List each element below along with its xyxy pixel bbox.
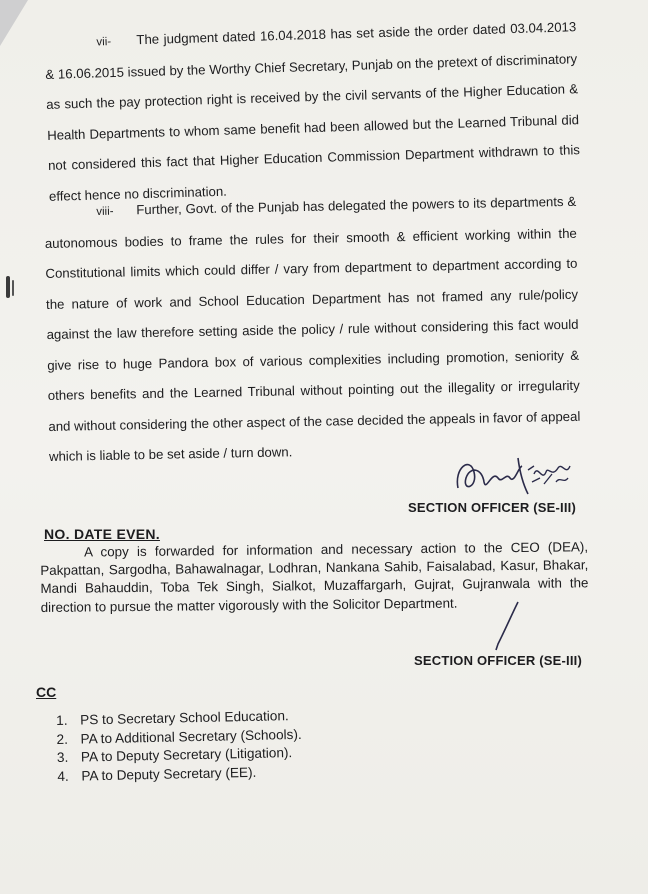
cc-heading: CC: [36, 684, 57, 700]
cc-item-number: 2.: [56, 731, 69, 747]
cc-item-text: PA to Deputy Secretary (Litigation).: [80, 745, 293, 765]
page-corner-fold: [0, 0, 28, 46]
paragraph-vii: [44, 12, 581, 212]
cc-item-number: 4.: [57, 768, 69, 784]
margin-mark-secondary: [12, 280, 14, 296]
paragraph-viii: [44, 187, 581, 473]
paragraph-viii-text: Further, Govt. of the Punjab has delegated the powers to its departments & autonomous bodies to frame the rules for their smooth & efficient working within the Constitutional limits which could differ / vary from department to department according to the nature of work and School Education Department has not framed any rule/policy against the law therefore setting aside the policy / rule without considering this fact would give rise to huge Pandora box of various complexities including promotion, seniority & others benefits and the Learned Tribunal without pointing out the illegality or irregularity and without considering the other aspect of the case decided the appeals in favor of appeal which is liable to be set aside / turn down.: [44, 193, 581, 464]
cc-list: [56, 707, 303, 786]
section-officer-signature-block-2: SECTION OFFICER (SE-III): [414, 653, 583, 668]
cc-item-text: PS to Secretary School Education.: [80, 708, 289, 728]
cc-list-item: [57, 763, 302, 787]
cc-item-text: PA to Additional Secretary (Schools).: [80, 726, 302, 747]
cc-item-text: PA to Deputy Secretary (EE).: [81, 764, 257, 784]
paragraph-viii-number: viii-: [96, 205, 114, 218]
cc-item-number: 1.: [56, 712, 68, 728]
paragraph-vii-text: The judgment dated 16.04.2018 has set aside the order dated 03.04.2013 & 16.06.2015 issued by the Worthy Chief Secretary, Punjab on the pretext of discriminatory as such the pay protection right is received by the civil servants of the Higher Education & Health Departments to whom same benefit had been allowed but the Learned Tribunal did not considered this fact that Higher Education Commission Department withdrawn to this effect hence no discrimination.: [45, 19, 581, 204]
copy-forwarded-paragraph: A copy is forwarded for information and necessary action to the CEO (DEA), Pakpattan, Sargodha, Bahawalnagar, Lodhran, Nankana Sahib, Faisalabad, Kasur, Bhakar, Mandi Bahauddin, Toba Tek Singh, Sialkot, Muzaffargarh, Gujrat, Gujranwala with the direction to pursue the matter vigorously with the Solicitor Department.: [40, 539, 589, 615]
handwritten-signature-2: [492, 598, 522, 654]
handwritten-signature-1: [448, 448, 578, 506]
cc-item-number: 3.: [56, 749, 69, 766]
paragraph-vii-number: vii-: [96, 36, 112, 49]
margin-mark: [6, 276, 10, 298]
section-officer-signature-block-1: SECTION OFFICER (SE-III): [408, 500, 577, 515]
no-date-even-heading: NO. DATE EVEN.: [44, 526, 160, 542]
